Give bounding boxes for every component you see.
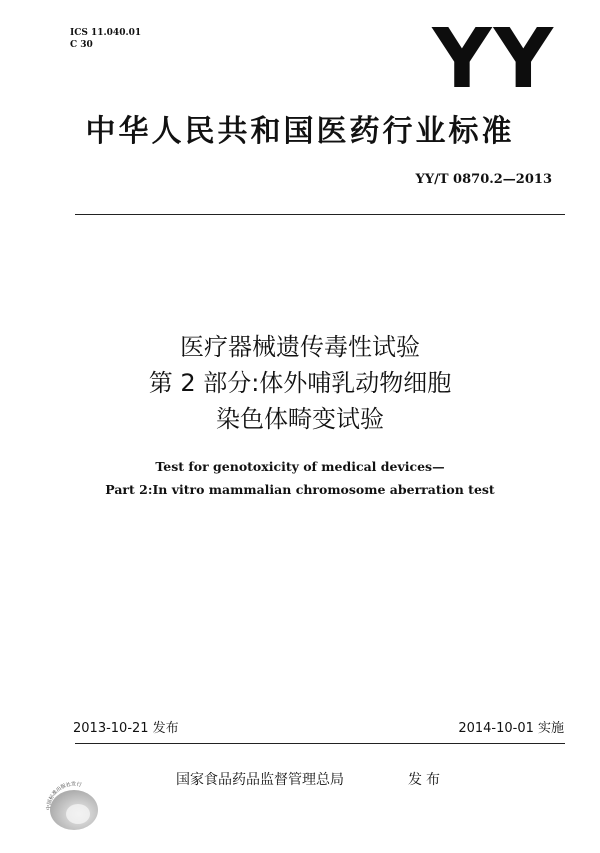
issuing-authority: 国家食品药品监督管理总局 xyxy=(176,772,344,788)
cn-title-line-3: 染色体畸变试验 xyxy=(216,405,384,433)
en-title-line-1: Test for genotoxicity of medical devices— xyxy=(155,459,445,474)
anti-counterfeit-stamp-icon xyxy=(38,770,108,840)
standard-number: YY/T 0870.2—2013 xyxy=(415,172,552,187)
standard-category-title: 中华人民共和国医药行业标准 xyxy=(85,114,515,149)
implementation-date: 2014-10-01 实施 xyxy=(458,721,564,736)
en-title-line-2: Part 2:In vitro mammalian chromosome aberration test xyxy=(105,482,495,497)
publication-date: 2013-10-21 发布 xyxy=(73,721,179,736)
ccs-code: C 30 xyxy=(70,40,93,50)
yy-logo: YY xyxy=(432,12,555,107)
stamp-text: 中国标准出版社发行 xyxy=(45,781,82,811)
cn-title-line-1: 医疗器械遗传毒性试验 xyxy=(180,333,420,361)
ics-code: ICS 11.040.01 xyxy=(70,28,142,38)
cn-title-line-2: 第 2 部分:体外哺乳动物细胞 xyxy=(148,369,452,397)
classification-codes xyxy=(70,27,141,51)
issuing-action: 发布 xyxy=(408,772,444,788)
footer-divider xyxy=(75,743,565,744)
header-divider xyxy=(75,214,565,215)
